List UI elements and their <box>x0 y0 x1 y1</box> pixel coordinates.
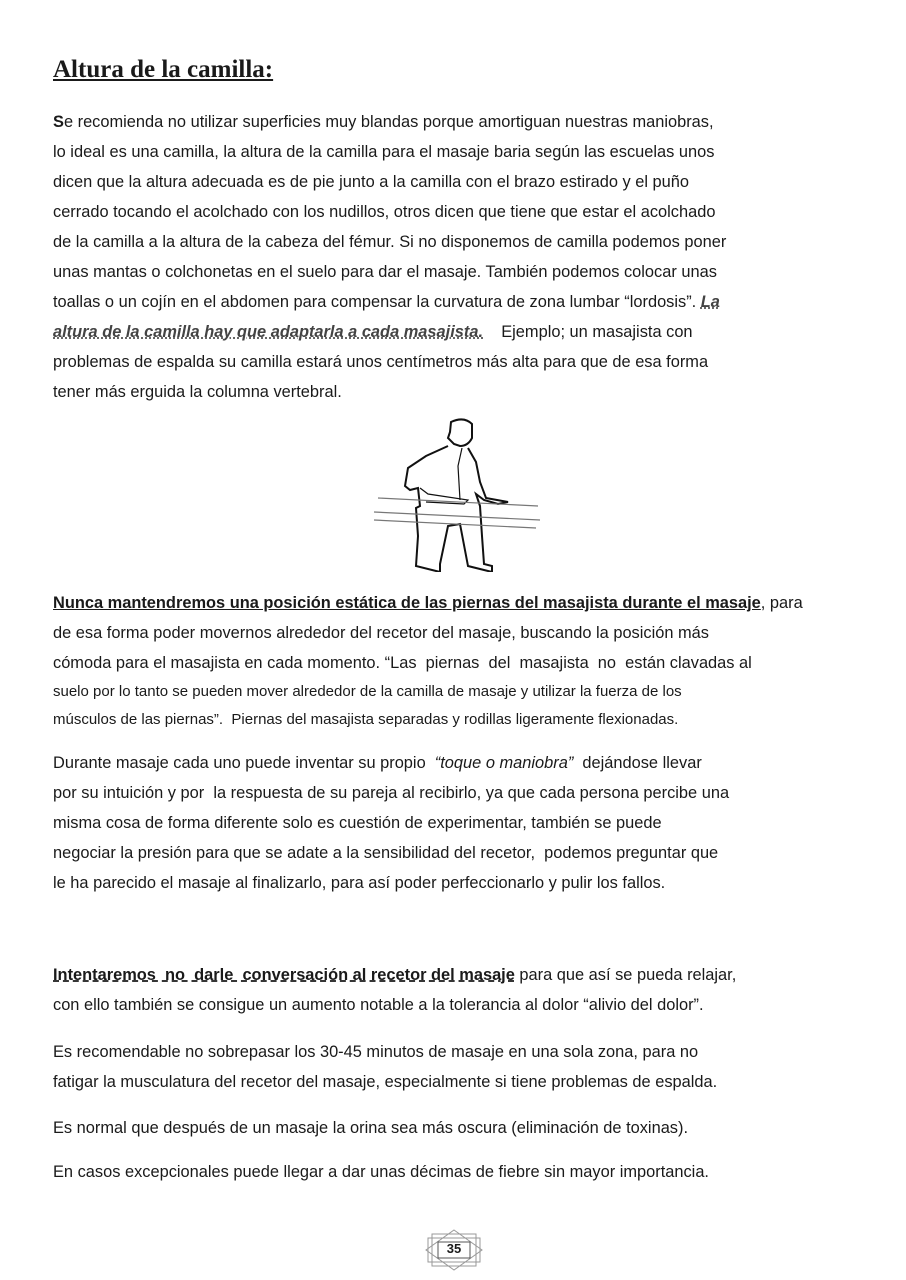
text-line <box>53 227 726 257</box>
text-segment: toallas o un cojín en el abdomen para compensar la curvatura de zona lumbar “lordosis”. <box>53 293 701 311</box>
text-segment: tener más erguida la columna vertebral. <box>53 383 342 401</box>
text-segment: unas mantas o colchonetas en el suelo para dar el masaje. También podemos colocar unas <box>53 263 717 281</box>
text-line <box>53 167 726 197</box>
text-line <box>53 678 803 706</box>
text-segment: lo ideal es una camilla, la altura de la camilla para el masaje baria según las escuelas unos <box>53 143 715 161</box>
page-number-badge <box>420 1228 488 1272</box>
text-segment: Ejemplo; un masajista con <box>483 323 693 341</box>
text-segment: por su intuición y por la respuesta de su pareja al recibirlo, ya que cada persona percibe una <box>53 784 730 802</box>
text-line <box>53 808 729 838</box>
text-segment: dejándose llevar <box>573 754 702 772</box>
text-line <box>53 990 736 1020</box>
paragraph <box>53 1037 717 1097</box>
text-line <box>53 107 726 137</box>
text-line <box>53 287 726 317</box>
text-line <box>53 377 726 407</box>
text-line <box>53 1157 709 1187</box>
text-line <box>53 778 729 808</box>
text-segment: le ha parecido el masaje al finalizarlo, para así poder perfeccionarlo y pulir los fallos. <box>53 874 666 892</box>
paragraph <box>53 960 736 1020</box>
text-line <box>53 868 729 898</box>
text-line <box>53 1067 717 1097</box>
text-line <box>53 838 729 868</box>
text-line <box>53 960 736 990</box>
text-segment: Durante masaje cada uno puede inventar su propio <box>53 754 435 772</box>
text-segment: Es normal que después de un masaje la orina sea más oscura (eliminación de toxinas). <box>53 1119 689 1137</box>
text-line <box>53 137 726 167</box>
paragraph <box>53 1113 688 1143</box>
emphasized-text: S <box>53 113 64 131</box>
paragraph <box>53 1157 709 1187</box>
paragraph <box>53 588 803 734</box>
text-line <box>53 257 726 287</box>
paragraph <box>53 107 726 407</box>
text-segment: músculos de las piernas”. Piernas del masajista separadas y rodillas ligeramente flexionadas. <box>53 711 679 728</box>
section-title: Altura de la camilla: <box>53 56 274 83</box>
text-segment: dicen que la altura adecuada es de pie junto a la camilla con el brazo estirado y el puño <box>53 173 690 191</box>
text-line <box>53 317 726 347</box>
masseur-standing-illustration <box>368 416 548 572</box>
text-segment: En casos excepcionales puede llegar a dar unas décimas de fiebre sin mayor importancia. <box>53 1163 709 1181</box>
text-line <box>53 748 729 778</box>
paragraph <box>53 748 729 898</box>
text-segment: suelo por lo tanto se pueden mover alrededor de la camilla de masaje y utilizar la fuerza de los <box>53 683 682 700</box>
text-segment: para que así se pueda relajar, <box>514 966 737 984</box>
text-line <box>53 1113 688 1143</box>
text-segment: fatigar la musculatura del recetor del masaje, especialmente si tiene problemas de espalda. <box>53 1073 718 1091</box>
text-segment: e recomienda no utilizar superficies muy blandas porque amortiguan nuestras maniobras, <box>63 113 714 131</box>
text-segment: misma cosa de forma diferente solo es cuestión de experimentar, también se puede <box>53 814 662 832</box>
text-segment: de la camilla a la altura de la cabeza del fémur. Si no disponemos de camilla podemos poner <box>53 233 727 251</box>
page-number: 35 <box>446 1241 462 1256</box>
emphasized-text: Intentaremos no darle conversación al recetor del masaje <box>53 966 515 984</box>
text-line <box>53 648 803 678</box>
emphasized-text: “toque o maniobra” <box>434 754 574 772</box>
text-line <box>53 618 803 648</box>
text-segment: negociar la presión para que se adate a la sensibilidad del recetor, podemos preguntar que <box>53 844 719 862</box>
text-line <box>53 706 803 734</box>
text-segment: de esa forma poder movernos alrededor del recetor del masaje, buscando la posición más <box>53 624 709 642</box>
emphasized-text: La <box>700 293 720 311</box>
text-segment: Es recomendable no sobrepasar los 30-45 minutos de masaje en una sola zona, para no <box>53 1043 699 1061</box>
text-segment: cómoda para el masajista en cada momento. “Las piernas del masajista no están clavadas al <box>53 654 752 672</box>
text-line <box>53 1037 717 1067</box>
text-line <box>53 588 803 618</box>
text-segment: , para <box>760 594 803 612</box>
text-line <box>53 197 726 227</box>
text-segment: problemas de espalda su camilla estará unos centímetros más alta para que de esa forma <box>53 353 709 371</box>
text-segment: con ello también se consigue un aumento notable a la tolerancia al dolor “alivio del dolor”. <box>53 996 704 1014</box>
emphasized-text: altura de la camilla hay que adaptarla a cada masajista. <box>53 323 484 341</box>
emphasized-text: Nunca mantendremos una posición estática de las piernas del masajista durante el masaje <box>53 594 761 612</box>
text-line <box>53 347 726 377</box>
text-segment: cerrado tocando el acolchado con los nudillos, otros dicen que tiene que estar el acolchado <box>53 203 716 221</box>
